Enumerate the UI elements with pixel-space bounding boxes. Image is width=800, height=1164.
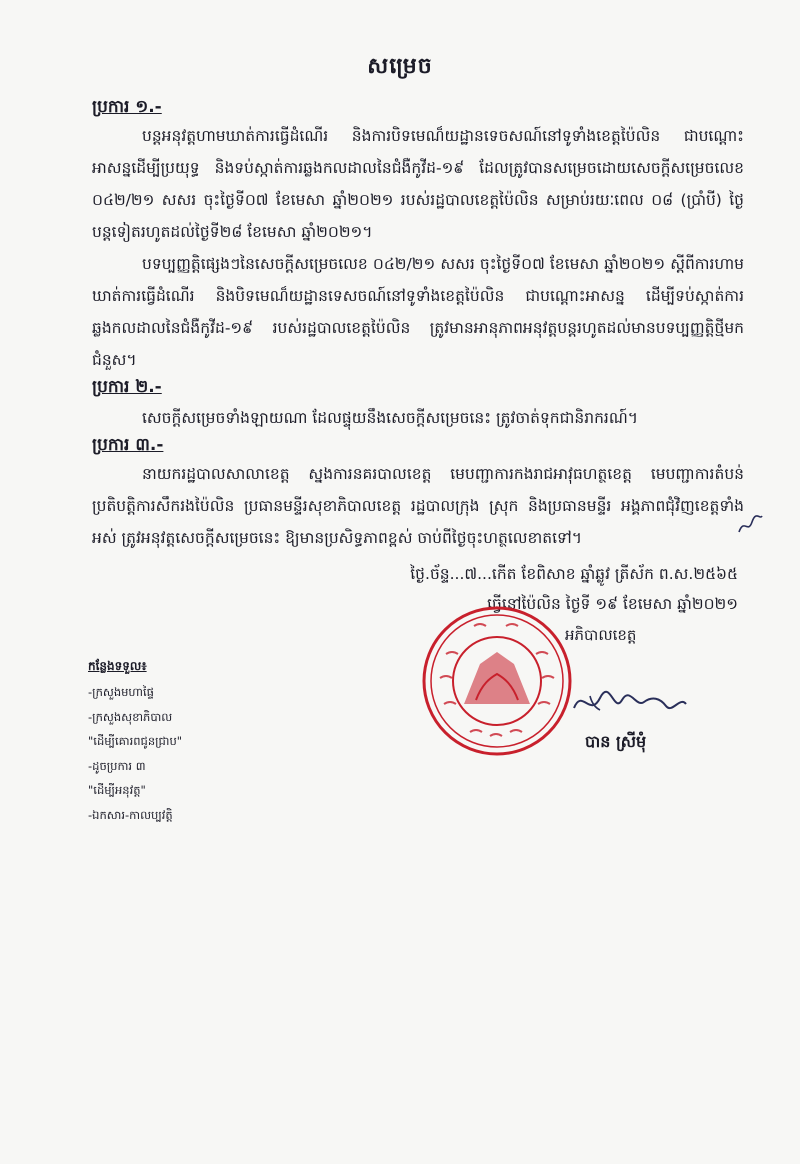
official-seal-icon [420, 604, 574, 758]
recipient-item: -ដូចប្រការ ៣ [88, 758, 146, 773]
lunar-date: ថ្ងៃ.ច័ន្ទ...៧...កើត ខែពិសាខ ឆ្នាំឆ្លូវ ត្រីស័ក ព.ស.២៥៦៥ [410, 565, 738, 583]
place-and-date: ធ្វើនៅប៉ៃលិន ថ្ងៃទី ១៩ ខែមេសា ឆ្នាំ២០២១ [487, 595, 738, 613]
article-2-heading: ប្រការ ២.- [92, 377, 162, 397]
recipient-item: -ឯកសារ-កាលប្បវត្តិ [88, 807, 173, 822]
article-2-paragraph: សេចក្តីសម្រេចទាំងឡាយណា ដែលផ្ទុយនឹងសេចក្តីសម្រេចនេះ ត្រូវចាត់ទុកជានិរាករណ៍។ [142, 409, 638, 427]
recipients-heading: កន្លែងទទួល៖ [88, 659, 147, 673]
recipient-item: -ក្រសួងសុខាភិបាល [88, 709, 173, 724]
article-1-heading: ប្រការ ១.- [92, 97, 162, 117]
initials-icon [736, 514, 764, 536]
signer-name: បាន ស្រីមុំ [585, 732, 647, 751]
recipients-list [88, 680, 182, 827]
recipient-item: "ដើម្បីគោរពជូនជ្រាប" [88, 734, 183, 748]
signer-title: អភិបាលខេត្ត [565, 626, 637, 644]
recipient-item: "ដើម្បីអនុវត្ត" [88, 783, 146, 797]
article-3-paragraph: នាយករដ្ឋបាលសាលាខេត្ត ស្នងការនគរបាលខេត្ត មេបញ្ជាការកងរាជអាវុធហត្ថខេត្ត មេបញ្ជាការតំបន់ប្រតិបត្តិការសឹករងប៉ៃលិន ប្រធានមន្ទីរសុខាភិបាលខេត្ត រដ្ឋបាលក្រុង ស្រុក និងប្រធានមន្ទីរ អង្គភាពជុំវិញខេត្តទាំងអស់ ត្រូវអនុវត្តសេចក្តីសម្រេចនេះ ឱ្យមានប្រសិទ្ធភាពខ្ពស់ ចាប់ពីថ្ងៃចុះហត្ថលេខាតទៅ។ [92, 465, 744, 547]
document-title: សម្រេច [367, 54, 433, 79]
article-3-heading: ប្រការ ៣.- [92, 435, 164, 455]
signature-icon [570, 678, 690, 724]
article-1-paragraph-1: បន្តអនុវត្តហាមឃាត់ការធ្វើដំណើរ និងការបិទមេណ៏យដ្ឋានទេចសណ៍នៅទូទាំងខេត្តប៉ៃលិន ជាបណ្តោះអាសន្នដើម្បីប្រយុទ្ធ និងទប់ស្កាត់ការឆ្លងកលដាលនៃជំងឺកូវីដ-១៩ ដែលត្រូវបានសម្រេចដោយសេចក្តីសម្រេចលេខ ០៤២/២១ សសរ ចុះថ្ងៃទី០៧ ខែមេសា ឆ្នាំ២០២១ របស់រដ្ឋបាលខេត្តប៉ៃលិន សម្រាប់រយៈពេល ០៨ (ប្រាំបី) ថ្ងៃ បន្តទៀតរហូតដល់ថ្ងៃទី២៨ ខែមេសា ឆ្នាំ២០២១។ [92, 127, 744, 241]
article-1-paragraph-2: បទប្បញ្ញត្តិផ្សេងៗនៃសេចក្តីសម្រេចលេខ ០៤២/២១ សសរ ចុះថ្ងៃទី០៧ ខែមេសា ឆ្នាំ២០២១ ស្តីពីការហាមឃាត់ការធ្វើដំណើរ និងបិទមេណ៏យដ្ឋានទេសចណ៍នៅទូទាំងខេត្តប៉ៃលិន ជាបណ្តោះអាសន្ន ដើម្បីទប់ស្កាត់ការឆ្លងកលដាលនៃជំងឺកូវីដ-១៩ របស់រដ្ឋបាលខេត្តប៉ៃលិន ត្រូវមានអានុភាពអនុវត្តបន្តរហូតដល់មានបទប្បញ្ញត្តិថ្មីមកជំនួស។ [92, 255, 744, 369]
recipient-item: -ក្រសួងមហាផ្ទៃ [88, 685, 154, 699]
